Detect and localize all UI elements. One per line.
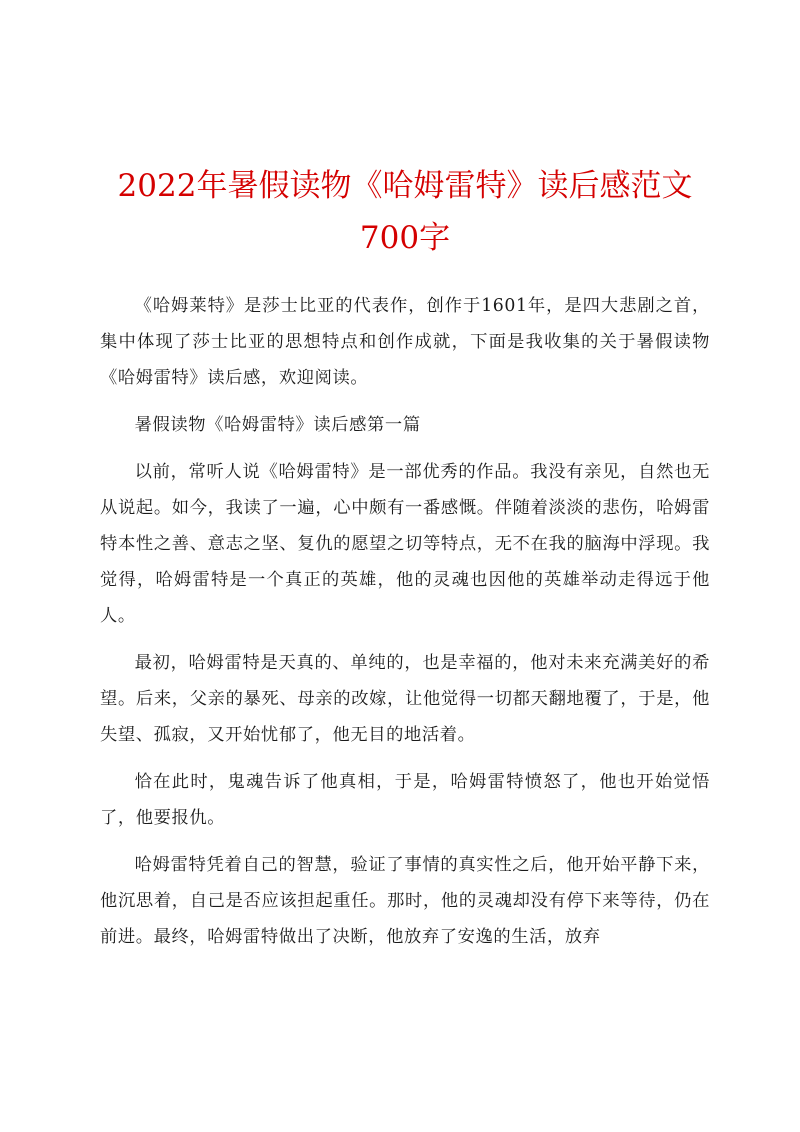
section-heading: 暑假读物《哈姆雷特》读后感第一篇 [134, 415, 421, 435]
paragraph-3: 恰在此时，鬼魂告诉了他真相，于是，哈姆雷特愤怒了，他也开始觉悟了，他要报仇。 [100, 772, 710, 828]
document-body [100, 288, 710, 966]
paragraph-4: 哈姆雷特凭着自己的智慧，验证了事情的真实性之后，他开始平静下来，他沉思着，自己是否应该担起重任。那时，他的灵魂却没有停下来等待，仍在前进。最终，哈姆雷特做出了决断，他放弃了安逸的生活，放弃 [100, 855, 710, 947]
paragraph-intro: 《哈姆莱特》是莎士比亚的代表作，创作于1601年，是四大悲剧之首，集中体现了莎士比亚的思想特点和创作成就，下面是我收集的关于暑假读物《哈姆雷特》读后感，欢迎阅读。 [100, 296, 710, 388]
document-title: 2022年暑假读物《哈姆雷特》读后感范文700字 [117, 168, 693, 256]
paragraph-1: 以前，常听人说《哈姆雷特》是一部优秀的作品。我没有亲见，自然也无从说起。如今，我读了一遍，心中颇有一番感慨。伴随着淡淡的悲伤，哈姆雷特本性之善、意志之坚、复仇的愿望之切等特点，无不在我的脑海中浮现。我觉得，哈姆雷特是一个真正的英雄，他的灵魂也因他的英雄举动走得远于他人。 [100, 462, 710, 626]
paragraph-2: 最初，哈姆雷特是天真的、单纯的，也是幸福的，他对未来充满美好的希望。后来，父亲的暴死、母亲的改嫁，让他觉得一切都天翻地覆了，于是，他失望、孤寂，又开始忧郁了，他无目的地活着。 [100, 653, 710, 745]
